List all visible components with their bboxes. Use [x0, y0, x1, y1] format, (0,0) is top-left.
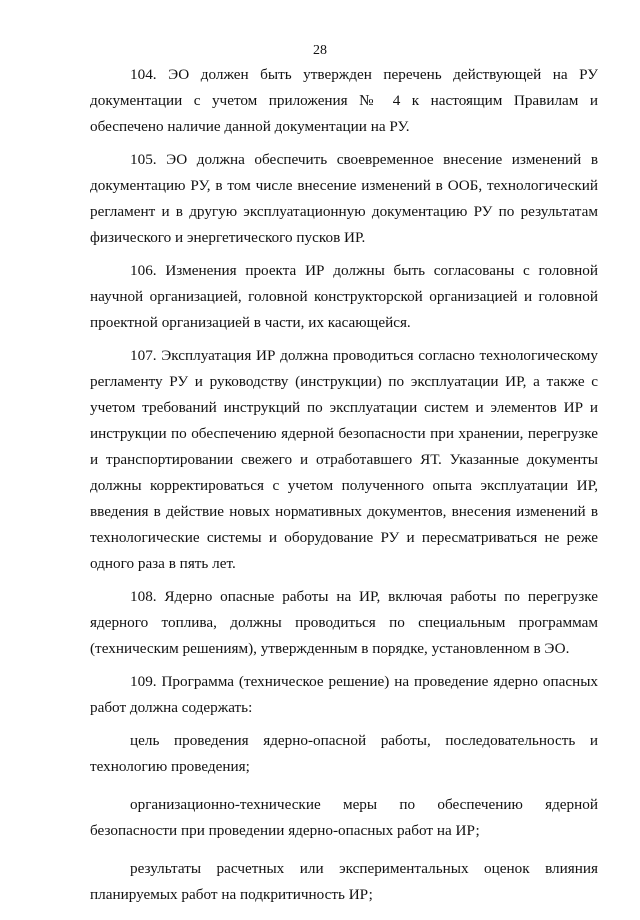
list-item-measures: организационно-технические меры по обеспечению ядерной безопасности при проведении ядерно-опасных работ на ИР; — [90, 796, 598, 839]
paragraph-108: 108. Ядерно опасные работы на ИР, включая работы по перегрузке ядерного топлива, должны проводиться по специальным программам (техническим решениям), утвержденным в порядке, установленном в ЭО. — [90, 588, 598, 657]
paragraph-109: 109. Программа (техническое решение) на проведение ядерно опасных работ должна содержать: — [90, 673, 598, 716]
page-number: 28 — [313, 43, 327, 58]
paragraph-107: 107. Эксплуатация ИР должна проводиться согласно технологическому регламенту РУ и руководству (инструкции) по эксплуатации ИР, а также с учетом требований инструкций по эксплуатации систем и элементов ИР и инструкции по обеспечению ядерной безопасности при хранении, перегрузке и транспортировании свежего и отработавшего ЯТ. Указанные документы должны корректироваться с учетом полученного опыта эксплуатации ИР, введения в действие новых нормативных документов, внесения изменений в технологические системы и оборудование РУ и пересматриваться не реже одного раза в пять лет. — [90, 347, 598, 572]
paragraph-106: 106. Изменения проекта ИР должны быть согласованы с головной научной организацией, головной конструкторской организацией и головной проектной организацией в части, их касающейся. — [90, 262, 598, 331]
list-item-results: результаты расчетных или экспериментальных оценок влияния планируемых работ на подкритичность ИР; — [90, 860, 598, 903]
list-item-goal: цель проведения ядерно-опасной работы, последовательность и технологию проведения; — [90, 732, 598, 775]
paragraph-104: 104. ЭО должен быть утвержден перечень действующей на РУ документации с учетом приложения № 4 к настоящим Правилам и обеспечено наличие данной документации на РУ. — [90, 66, 598, 135]
paragraph-105: 105. ЭО должна обеспечить своевременное внесение изменений в документацию РУ, в том числе внесение изменений в ООБ, технологический регламент и в другую эксплуатационную документацию РУ по результатам физического и энергетического пусков ИР. — [90, 151, 598, 246]
document-body — [90, 62, 598, 920]
